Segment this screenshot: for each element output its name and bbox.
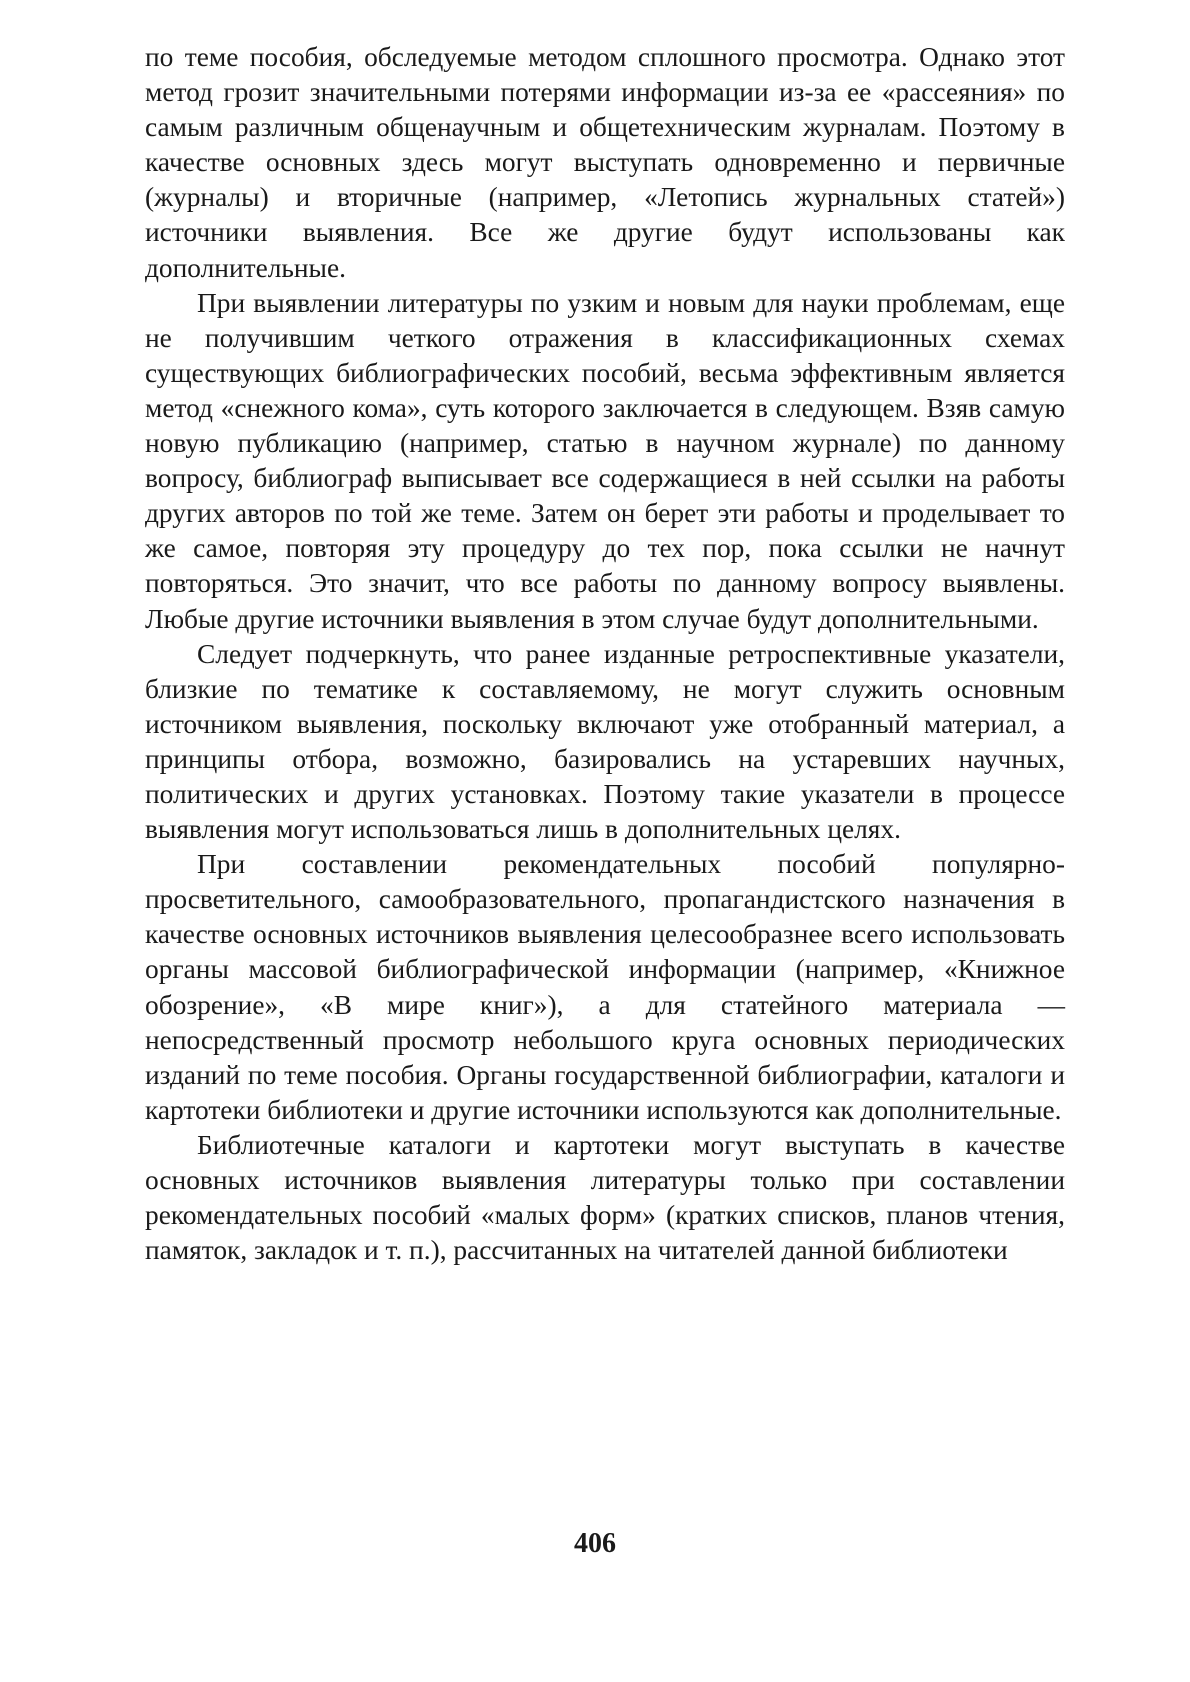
page-body [145,40,1065,1268]
page-number: 406 [574,1528,616,1559]
paragraph-library-catalogs: Библиотечные каталоги и картотеки могут выступать в качестве основных источников выявления литературы только при составлении рекомендательных пособий «малых форм» (кратких списков, планов чтения, памяток, закладок и т. п.), рассчитанных на читателей данной библиотеки [145,1129,1065,1266]
paragraph-retrospective-indexes: Следует подчеркнуть, что ранее изданные ретроспективные указатели, близкие по тематике к составляемому, не могут служить основным источником выявления, поскольку включают уже отобранный материал, а принципы отбора, возможно, базировались на устаревших научных, политических и других установках. Поэтому такие указатели в процессе выявления могут использоваться лишь в дополнительных целях. [145,638,1065,845]
paragraph-continuation: по теме пособия, обследуемые методом сплошного просмотра. Однако этот метод грозит значительными потерями информации из-за ее «рассеяния» по самым различным общенаучным и общетехническим журналам. Поэтому в качестве основных здесь могут выступать одновременно и первичные (журналы) и вторичные (например, «Летопись журнальных статей») источники выявления. Все же другие будут использованы как дополнительные. [145,42,1065,283]
paragraph-recommendatory-guides: При составлении рекомендательных пособий популярно-просветительного, самообразовательного, пропагандистского назначения в качестве основных источников выявления целесообразнее всего использовать органы массовой библиографической информации (например, «Книжное обозрение», «В мире книг»), а для статейного материала — непосредственный просмотр небольшого круга основных периодических изданий по теме пособия. Органы государственной библиографии, каталоги и картотеки библиотеки и другие источники используются как дополнительные. [145,849,1065,1125]
paragraph-snowball-method: При выявлении литературы по узким и новым для науки проблемам, еще не получившим четкого отражения в классификационных схемах существующих библиографических пособий, весьма эффективным является метод «снежного кома», суть которого заключается в следующем. Взяв самую новую публикацию (например, статью в научном журнале) по данному вопросу, библиограф выписывает все содержащиеся в ней ссылки на работы других авторов по той же теме. Затем он берет эти работы и проделывает то же самое, повторяя эту процедуру до тех пор, пока ссылки не начнут повторяться. Это значит, что все работы по данному вопросу выявлены. Любые другие источники выявления в этом случае будут дополнительными. [145,287,1065,634]
